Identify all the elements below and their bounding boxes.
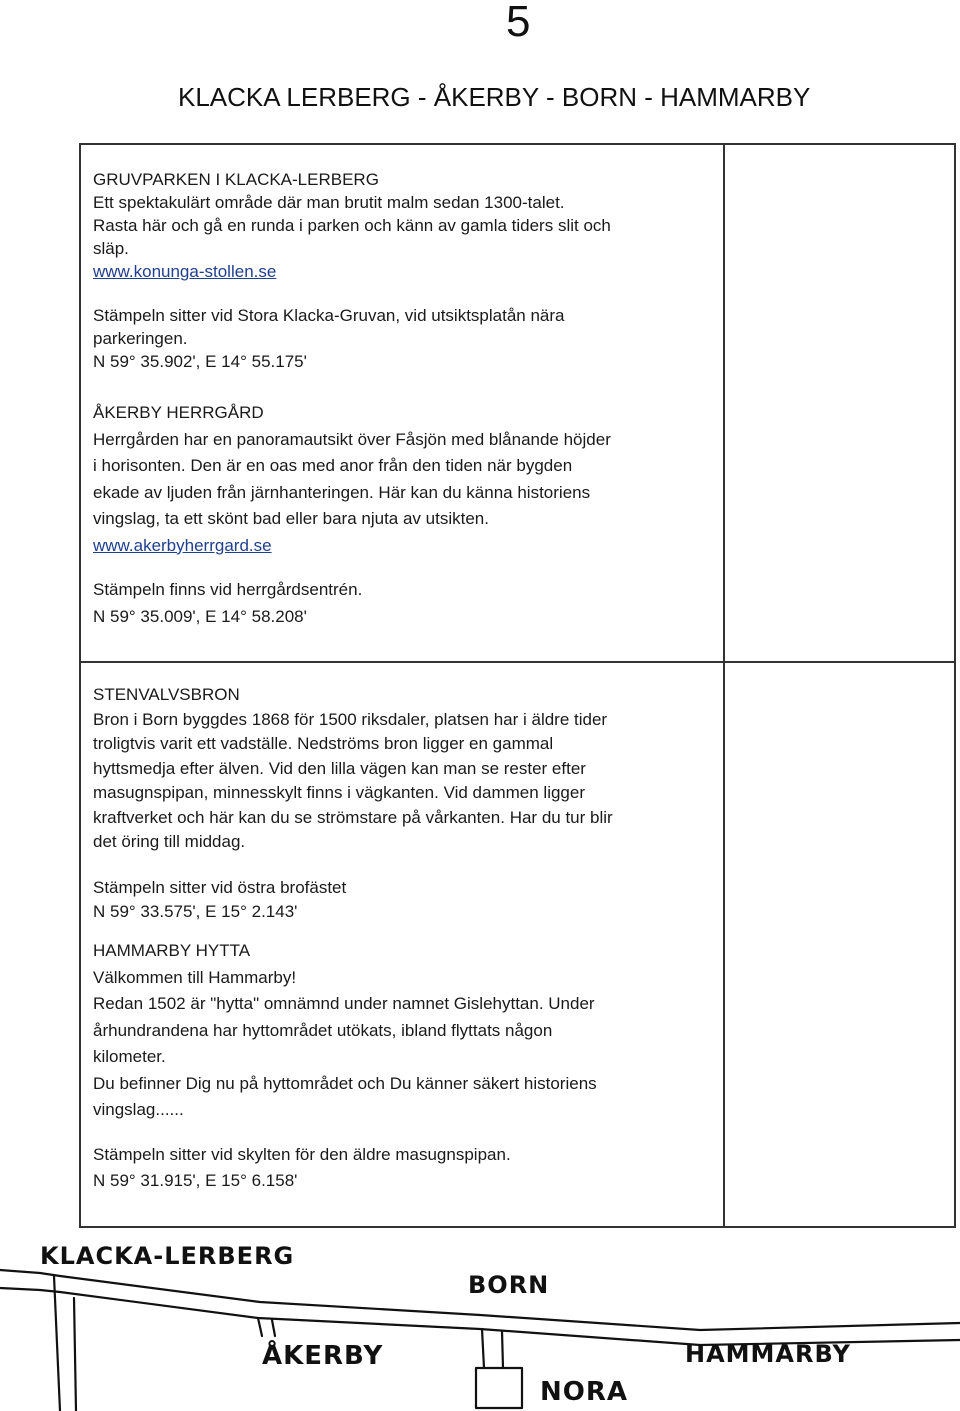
coordinates: N 59° 33.575', E 15° 2.143' <box>93 902 298 921</box>
section-heading: STENVALVSBRON <box>93 685 240 704</box>
body-line: Redan 1502 är "hytta" omnämnd under namnet Gislehyttan. Under <box>93 994 595 1013</box>
website-link[interactable]: www.konunga-stollen.se <box>93 262 277 281</box>
stamp-location: parkeringen. <box>93 329 188 348</box>
stamp-box-lower <box>723 661 956 1228</box>
section-stenvalvsbron <box>93 683 718 925</box>
body-line: Herrgården har en panoramautsikt över Fåsjön med blånande höjder <box>93 429 611 449</box>
stamp-location: Stämpeln sitter vid skylten för den äldre masugnspipan. <box>93 1144 511 1164</box>
akerby-road <box>272 1320 275 1336</box>
body-line: ekade av ljuden från järnhanteringen. Här kan du känna historiens <box>93 482 591 502</box>
body-line: Bron i Born byggdes 1868 för 1500 riksdaler, platsen har i äldre tider <box>93 709 608 729</box>
body-line: Rasta här och gå en runda i parken och känn av gamla tiders slit och <box>93 216 611 235</box>
page-number: 5 <box>506 0 531 46</box>
map-label-born: BORN <box>468 1271 550 1299</box>
body-line: det öring till middag. <box>93 832 246 851</box>
body-line: masugnspipan, minnesskylt finns i vägkanten. Vid dammen ligger <box>93 783 586 802</box>
body-line: i horisonten. Den är en oas med anor från den tiden när bygden <box>93 456 573 475</box>
body-line: Du befinner Dig nu på hyttområdet och Du känner säkert historiens <box>93 1073 597 1093</box>
section-heading: ÅKERBY HERRGÅRD <box>93 403 264 422</box>
nora-road <box>482 1329 484 1368</box>
body-line: århundrandena har hyttområdet utökats, ibland flyttats någon <box>93 1020 553 1040</box>
route-map <box>0 1228 960 1411</box>
body-line: vingslag...... <box>93 1100 184 1119</box>
body-line: Ett spektakulärt område där man brutit malm sedan 1300-talet. <box>93 193 565 212</box>
stamp-location: Stämpeln sitter vid Stora Klacka-Gruvan, vid utsiktsplatån nära <box>93 306 565 325</box>
map-label-nora: NORA <box>540 1377 629 1407</box>
map-label-akerby: ÅKERBY <box>262 1341 384 1371</box>
side-road <box>54 1276 60 1411</box>
body-line: kraftverket och här kan du se strömstare på vårkanten. Har du tur blir <box>93 807 613 827</box>
section-akerby <box>93 400 718 630</box>
section-heading: HAMMARBY HYTTA <box>93 941 251 960</box>
side-road <box>74 1298 76 1411</box>
body-line: Välkommen till Hammarby! <box>93 967 297 987</box>
map-label-klacka: KLACKA-LERBERG <box>40 1242 295 1270</box>
nora-square <box>476 1368 522 1408</box>
stamp-location: Stämpeln finns vid herrgårdsentrén. <box>93 580 363 599</box>
akerby-road <box>258 1318 262 1336</box>
section-hammarby <box>93 938 718 1195</box>
section-gruvparken <box>93 168 718 373</box>
website-link[interactable]: www.akerbyherrgard.se <box>93 535 272 555</box>
stamp-box-upper <box>723 143 956 663</box>
page-title: KLACKA LERBERG - ÅKERBY - BORN - HAMMARBY <box>178 82 811 112</box>
stamp-location: Stämpeln sitter vid östra brofästet <box>93 877 347 897</box>
nora-road <box>502 1331 503 1368</box>
map-label-hammarby: HAMMARBY <box>685 1340 851 1368</box>
coordinates: N 59° 35.009', E 14° 58.208' <box>93 606 307 626</box>
coordinates: N 59° 35.902', E 14° 55.175' <box>93 352 307 371</box>
body-line: kilometer. <box>93 1047 166 1066</box>
body-line: hyttsmedja efter älven. Vid den lilla vägen kan man se rester efter <box>93 758 586 778</box>
body-line: släp. <box>93 239 129 258</box>
body-line: vingslag, ta ett skönt bad eller bara njuta av utsikten. <box>93 509 489 528</box>
section-heading: GRUVPARKEN I KLACKA-LERBERG <box>93 170 379 189</box>
body-line: troligtvis varit ett vadställe. Nedströms bron ligger en gammal <box>93 734 554 753</box>
coordinates: N 59° 31.915', E 15° 6.158' <box>93 1171 298 1190</box>
